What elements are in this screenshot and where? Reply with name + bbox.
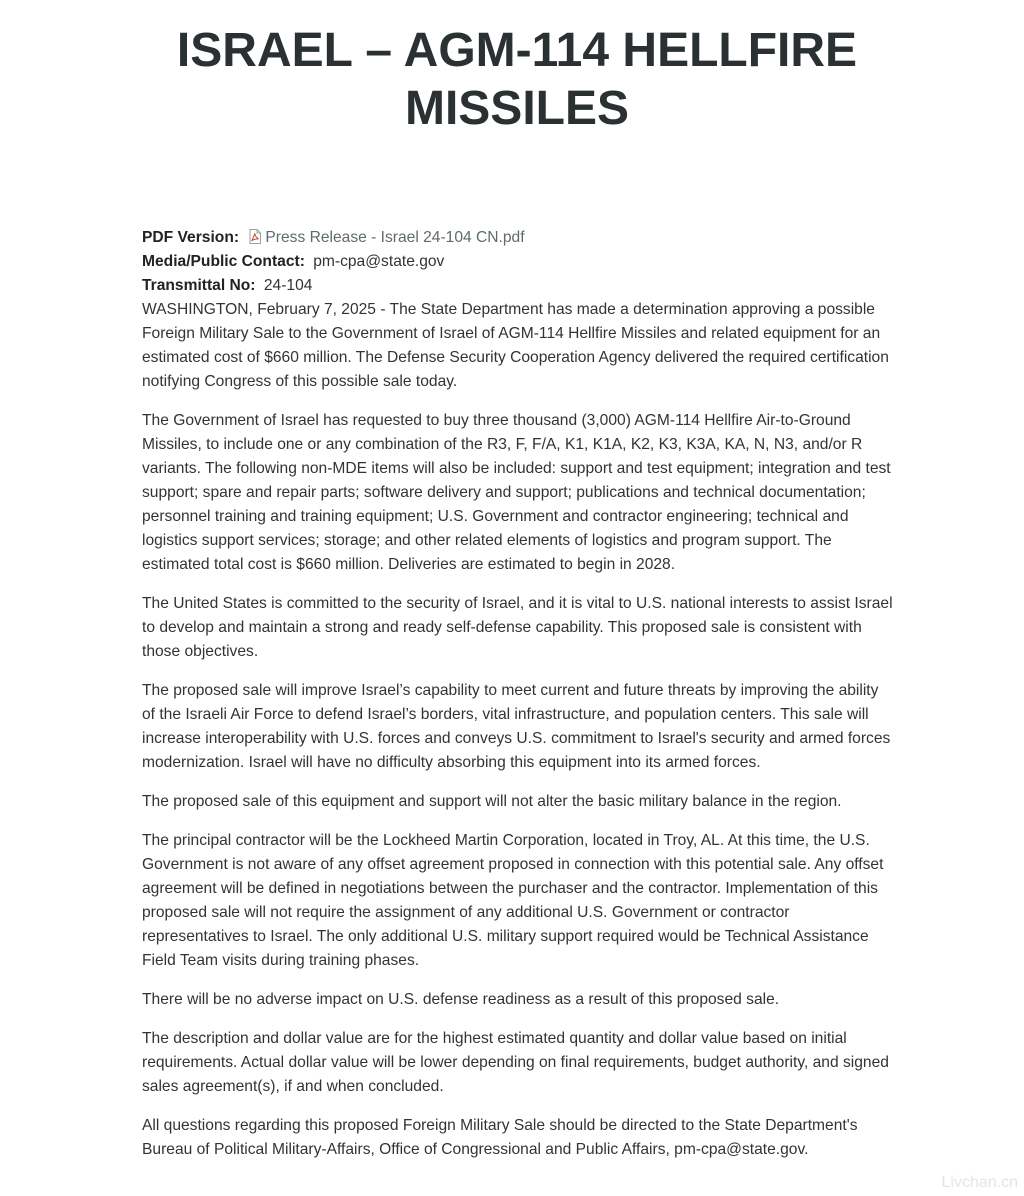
- paragraph-us-commitment: The United States is committed to the security of Israel, and it is vital to U.S. national interests to assist Israel to develop and maintain a strong and ready self-defense capability. This proposed sale is consistent with those objectives.: [142, 595, 893, 660]
- press-release-body: [142, 226, 894, 1177]
- paragraph-readiness: There will be no adverse impact on U.S. defense readiness as a result of this proposed sale.: [142, 991, 780, 1008]
- pdf-version-label: PDF Version:: [142, 229, 240, 246]
- pdf-download-link[interactable]: Press Release - Israel 24-104 CN.pdf: [265, 229, 525, 246]
- transmittal-value: 24-104: [263, 277, 313, 294]
- media-contact-line: [142, 250, 894, 274]
- paragraph-request-details: The Government of Israel has requested to buy three thousand (3,000) AGM-114 Hellfire Air-to-Ground Missiles, to include one or any combination of the R3, F, F/A, K1, K1A, K2, K3, K3A, KA, N, N3, and/or R variants. The following non-MDE items will also be included: support and test equipment; integration and test support; spare and repair parts; software delivery and support; publications and technical documentation; personnel training and training equipment; U.S. Government and contractor engineering; technical and logistics support services; storage; and other related elements of logistics and program support. The estimated total cost is $660 million. Deliveries are estimated to begin in 2028.: [142, 412, 891, 573]
- paragraph-capability: The proposed sale will improve Israel’s capability to meet current and future threats by improving the ability of the Israeli Air Force to defend Israel’s borders, vital infrastructure, and population centers. This sale will increase interoperability with U.S. forces and conveys U.S. commitment to Israel's security and armed forces modernization. Israel will have no difficulty absorbing this equipment into its armed forces.: [142, 682, 891, 771]
- page-title: ISRAEL – AGM-114 HELLFIRE MISSILES: [176, 24, 858, 135]
- media-contact-label: Media/Public Contact:: [142, 253, 305, 270]
- pdf-version-line: [142, 226, 894, 250]
- media-contact-value: pm-cpa@state.gov: [313, 253, 445, 270]
- transmittal-line: [142, 274, 894, 298]
- paragraph-military-balance: The proposed sale of this equipment and support will not alter the basic military balance in the region.: [142, 793, 842, 810]
- watermark: Livchan.cn: [941, 1174, 1018, 1191]
- paragraph-contractor: The principal contractor will be the Lockheed Martin Corporation, located in Troy, AL. At this time, the U.S. Government is not aware of any offset agreement proposed in connection with this potential sale. Any offset agreement will be defined in negotiations between the purchaser and the contractor. Implementation of this proposed sale will not require the assignment of any additional U.S. Government or contractor representatives to Israel. The only additional U.S. military support required would be Technical Assistance Field Team visits during training phases.: [142, 832, 884, 969]
- paragraph-announcement: WASHINGTON, February 7, 2025 - The State Department has made a determination approving a possible Foreign Military Sale to the Government of Israel of AGM-114 Hellfire Missiles and related equipment for an estimated cost of $660 million. The Defense Security Cooperation Agency delivered the required certification notifying Congress of this possible sale today.: [142, 301, 889, 390]
- paragraph-questions: All questions regarding this proposed Foreign Military Sale should be directed to the State Department's Bureau of Political Military-Affairs, Office of Congressional and Public Affairs, pm-cpa@state.gov.: [142, 1117, 858, 1158]
- transmittal-label: Transmittal No:: [142, 277, 256, 294]
- paragraph-dollar-value: The description and dollar value are for the highest estimated quantity and dollar value based on initial requirements. Actual dollar value will be lower depending on final requirements, budget authority, and signed sales agreement(s), if and when concluded.: [142, 1030, 889, 1095]
- pdf-file-icon: [249, 229, 261, 244]
